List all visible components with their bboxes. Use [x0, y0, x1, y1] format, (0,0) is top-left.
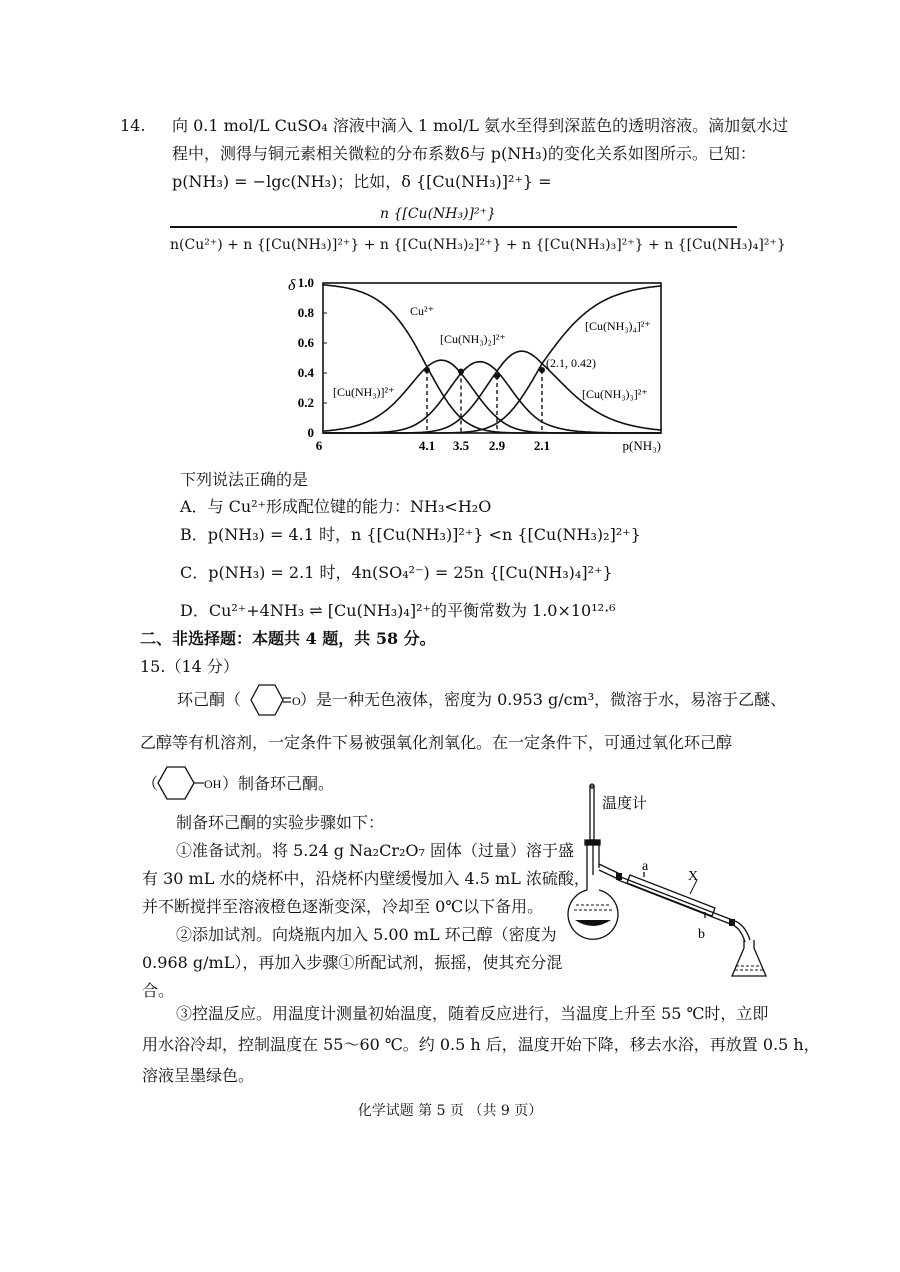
- y-tick-label: 0.4: [297, 365, 314, 380]
- annotation-point: (2.1, 0.42): [546, 356, 596, 370]
- q15-intro-c: （: [142, 774, 159, 793]
- step-2-line-1: ②添加试剂。向烧瓶内加入 5.00 mL 环己醇（密度为: [176, 925, 557, 944]
- step-1-line-3: 并不断搅拌至溶液橙色逐渐变深，冷却至 0℃以下备用。: [142, 897, 544, 916]
- step-3-line-1: ③控温反应。用温度计测量初始温度，随着反应进行，当温度上升至 55 ℃时，立即: [176, 1004, 769, 1023]
- thermometer-icon: [590, 786, 594, 840]
- thermometer-label: 温度计: [602, 796, 648, 812]
- option-text: p(NH₃) = 2.1 时，4n(SO₄²⁻) = 25n {[Cu(NH₃)₄]²⁺}: [208, 563, 613, 582]
- outlet-label-b: b: [698, 927, 705, 942]
- option-a[interactable]: [180, 497, 491, 517]
- option-d[interactable]: [180, 601, 616, 621]
- step-2-line-3: 合。: [142, 981, 175, 1000]
- q15-intro-a: 环己酮（: [177, 690, 242, 709]
- y-tick-label: 0.2: [297, 395, 314, 410]
- q14-line-3: p(NH₃) = −lgc(NH₃)；比如，δ {[Cu(NH₃)]²⁺} =: [172, 172, 552, 191]
- cyclohexanol-structure: [156, 762, 226, 804]
- fraction-numerator: n {[Cu(NH₃)]²⁺}: [380, 206, 496, 222]
- q15-intro-b: ）是一种无色液体，密度为 0.953 g/cm³，微溶于水，易溶于乙醚、: [300, 690, 787, 709]
- step-1-line-1: ①准备试剂。将 5.24 g Na₂Cr₂O₇ 固体（过量）溶于盛: [176, 841, 575, 860]
- question-number-14: 14.: [120, 116, 146, 135]
- intersection-point: [458, 369, 464, 375]
- option-label: A．: [180, 497, 208, 516]
- hydroxyl-label: OH: [204, 777, 222, 791]
- chart-frame: [323, 283, 661, 433]
- intersection-point: [539, 367, 545, 373]
- distribution-chart: [270, 268, 710, 458]
- step-3-line-2: 用水浴冷却，控制温度在 55～60 ℃。约 0.5 h 后，温度开始下降，移去水浴，再放置 0.5 h，: [142, 1035, 820, 1054]
- curve-cu-nh3-4: [323, 286, 661, 433]
- label-cu-nh3-2: [Cu(NH₃)₂]²⁺: [440, 332, 506, 346]
- intersection-point: [424, 367, 430, 373]
- option-text: p(NH₃) = 4.1 时，n {[Cu(NH₃)]²⁺} <n {[Cu(NH₃)₂]²⁺}: [207, 525, 641, 544]
- label-cu-nh3-3: [Cu(NH₃)₃]²⁺: [582, 387, 648, 401]
- label-cu-nh3-4: [Cu(NH₃)₄]²⁺: [585, 319, 651, 333]
- x-tick-label: 2.1: [533, 438, 551, 453]
- option-label: B．: [180, 525, 208, 544]
- step-3-line-3: 溶液呈墨绿色。: [142, 1066, 255, 1085]
- x-axis-label: p(NH₃): [622, 438, 661, 453]
- x-tick-label: 3.5: [452, 438, 470, 453]
- option-c[interactable]: [180, 563, 613, 583]
- steps-intro: 制备环己酮的实验步骤如下：: [176, 813, 385, 832]
- fraction-denominator: n(Cu²⁺) + n {[Cu(NH₃)]²⁺} + n {[Cu(NH₃)₂]²⁺} + n {[Cu(NH₃)₃]²⁺} + n {[Cu(NH₃)₄]²⁺}: [170, 237, 786, 253]
- step-1-line-2: 有 30 mL 水的烧杯中，沿烧杯内壁缓慢加入 4.5 mL 浓硫酸，: [142, 869, 590, 888]
- q15-intro-line-2: 乙醇等有机溶剂，一定条件下易被强氧化剂氧化。在一定条件下，可通过氧化环己醇: [140, 733, 733, 752]
- page-footer: 化学试题 第 5 页 （共 9 页）: [357, 1103, 543, 1119]
- intersection-point: [494, 373, 500, 379]
- round-bottom-flask: [568, 890, 618, 939]
- option-text: Cu²⁺+4NH₃ ⇌ [Cu(NH₃)₄]²⁺的平衡常数为 1.0×10¹²·⁶: [208, 601, 616, 620]
- option-label: D．: [180, 601, 209, 620]
- option-b[interactable]: [180, 525, 641, 545]
- curve-cu2plus: [323, 284, 661, 433]
- fraction-bar: [170, 226, 737, 228]
- condenser-label-x: X: [688, 869, 699, 884]
- q14-line-1: 向 0.1 mol/L CuSO₄ 溶液中滴入 1 mol/L 氨水至得到深蓝色的透明溶液。滴加氨水过: [172, 116, 789, 135]
- cyclohexanone-structure: [243, 680, 299, 720]
- y-tick-label: 0.6: [297, 335, 314, 350]
- option-text: 与 Cu²⁺形成配位键的能力：NH₃<H₂O: [207, 497, 492, 516]
- ketone-oxygen-label: O: [292, 694, 301, 708]
- x-tick-label: 4.1: [418, 438, 436, 453]
- q14-prompt: 下列说法正确的是: [180, 470, 309, 489]
- distillation-apparatus: [560, 780, 800, 990]
- y-axis-label: δ: [288, 277, 296, 294]
- option-label: C．: [180, 563, 209, 582]
- inlet-label-a: a: [642, 859, 649, 874]
- y-tick-label: 0.8: [297, 305, 314, 320]
- y-tick-label: 0: [307, 425, 314, 440]
- step-2-line-2: 0.968 g/mL），再加入步骤①所配试剂，振摇，使其充分混: [142, 953, 563, 972]
- section-heading: 二、非选择题：本题共 4 题，共 58 分。: [140, 629, 436, 648]
- label-cu-nh3-1: [Cu(NH₃)]²⁺: [333, 385, 395, 399]
- q14-line-2: 程中，测得与铜元素相关微粒的分布系数δ与 p(NH₃)的变化关系如图所示。已知：: [172, 144, 756, 163]
- y-tick-label: 1.0: [297, 275, 314, 290]
- q15-intro-d: ）制备环己酮。: [222, 774, 335, 793]
- label-cu2plus: Cu²⁺: [410, 304, 434, 318]
- erlenmeyer-flask: [732, 940, 766, 976]
- question-number-15: 15.（14 分）: [140, 657, 239, 676]
- x-tick-label: 6: [315, 438, 323, 453]
- condenser: [627, 875, 715, 916]
- x-tick-label: 2.9: [488, 438, 506, 453]
